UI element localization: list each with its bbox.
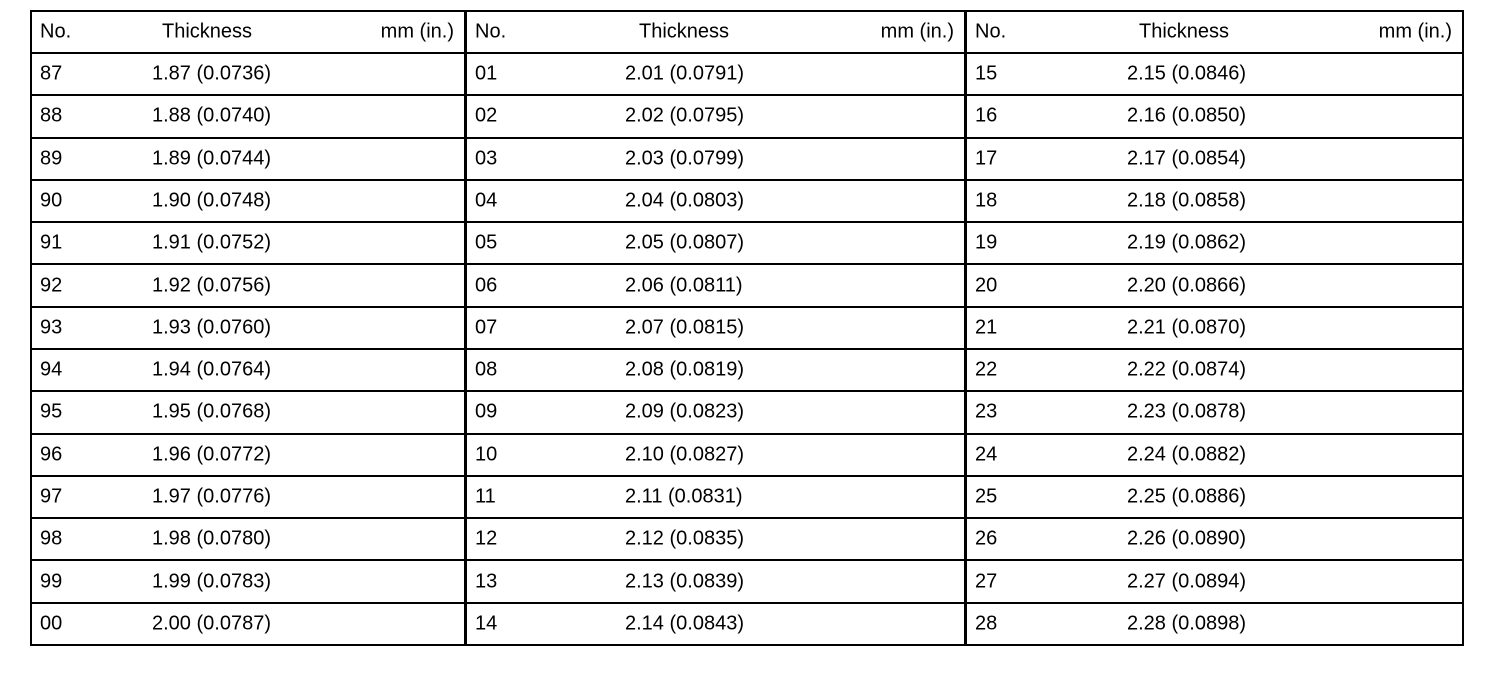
table-row [467,54,964,96]
table-row [32,435,464,477]
table-row [967,519,1462,561]
table-row [32,181,464,223]
shim-number: 02 [475,104,498,127]
shim-number: 03 [475,147,498,170]
shim-number: 06 [475,274,498,297]
table-row [967,139,1462,181]
table-row [967,435,1462,477]
shim-number: 95 [40,400,63,423]
table-row [467,139,964,181]
table-row [467,435,964,477]
shim-number: 10 [475,443,498,466]
shim-number: 16 [975,104,998,127]
header-unit: mm (in.) [1378,20,1452,43]
table-header [32,12,464,54]
thickness-value: 2.16 (0.0850) [1127,104,1246,127]
shim-number: 92 [40,274,63,297]
shim-number: 89 [40,147,63,170]
thickness-value: 2.03 (0.0799) [625,147,744,170]
header-no: No. [475,20,507,43]
shim-number: 22 [975,358,998,381]
table-row [967,350,1462,392]
shim-number: 87 [40,62,63,85]
thickness-value: 2.18 (0.0858) [1127,189,1246,212]
header-no: No. [975,20,1007,43]
thickness-value: 2.17 (0.0854) [1127,147,1246,170]
table-row [967,604,1462,644]
shim-number: 28 [975,612,998,635]
thickness-value: 2.01 (0.0791) [625,62,744,85]
table-header [967,12,1462,54]
table-row [967,477,1462,519]
shim-number: 94 [40,358,63,381]
table-row [467,604,964,644]
thickness-value: 2.02 (0.0795) [625,104,744,127]
table-panel-1 [32,12,464,644]
table-row [32,392,464,434]
thickness-value: 1.95 (0.0768) [152,400,271,423]
shim-number: 26 [975,527,998,550]
shim-number: 97 [40,485,63,508]
thickness-value: 2.04 (0.0803) [625,189,744,212]
table-panel-3 [964,12,1462,644]
thickness-value: 1.98 (0.0780) [152,527,271,550]
thickness-value: 2.08 (0.0819) [625,358,744,381]
table-row [32,477,464,519]
thickness-value: 2.20 (0.0866) [1127,274,1246,297]
table-panel-2 [464,12,964,644]
shim-number: 05 [475,231,498,254]
header-thickness: Thickness [1139,20,1230,43]
shim-number: 01 [475,62,498,85]
shim-number: 07 [475,316,498,339]
table-row [32,561,464,603]
shim-number: 91 [40,231,63,254]
shim-number: 12 [475,527,498,550]
shim-number: 04 [475,189,498,212]
thickness-value: 2.19 (0.0862) [1127,231,1246,254]
header-thickness: Thickness [162,20,253,43]
table-row [32,519,464,561]
thickness-value: 2.12 (0.0835) [625,527,744,550]
table-row [32,54,464,96]
table-row [467,308,964,350]
thickness-value: 2.00 (0.0787) [152,612,271,635]
table-row [467,350,964,392]
table-row [32,350,464,392]
header-unit: mm (in.) [380,20,454,43]
table-row [32,604,464,644]
thickness-value: 1.97 (0.0776) [152,485,271,508]
thickness-value: 1.91 (0.0752) [152,231,271,254]
thickness-value: 2.10 (0.0827) [625,443,744,466]
table-row [467,561,964,603]
shim-number: 24 [975,443,998,466]
thickness-value: 1.89 (0.0744) [152,147,271,170]
table-row [967,223,1462,265]
thickness-value: 2.25 (0.0886) [1127,485,1246,508]
table-row [32,96,464,138]
thickness-value: 2.14 (0.0843) [625,612,744,635]
table-row [32,139,464,181]
shim-number: 09 [475,400,498,423]
table-row [467,519,964,561]
thickness-value: 2.21 (0.0870) [1127,316,1246,339]
table-row [967,54,1462,96]
shim-number: 90 [40,189,63,212]
shim-number: 15 [975,62,998,85]
thickness-value: 1.93 (0.0760) [152,316,271,339]
thickness-value: 2.06 (0.0811) [625,274,743,297]
shim-number: 99 [40,570,63,593]
table-header [467,12,964,54]
thickness-value: 1.99 (0.0783) [152,570,271,593]
table-row [32,265,464,307]
header-thickness: Thickness [639,20,730,43]
table-row [967,561,1462,603]
thickness-table [30,10,1464,646]
shim-number: 23 [975,400,998,423]
shim-number: 08 [475,358,498,381]
thickness-value: 2.26 (0.0890) [1127,527,1246,550]
thickness-value: 2.15 (0.0846) [1127,62,1246,85]
table-row [967,96,1462,138]
table-row [967,308,1462,350]
thickness-value: 2.05 (0.0807) [625,231,744,254]
shim-number: 19 [975,231,998,254]
shim-number: 88 [40,104,63,127]
table-row [467,223,964,265]
table-row [967,392,1462,434]
shim-number: 96 [40,443,63,466]
shim-number: 11 [475,485,496,508]
shim-number: 00 [40,612,63,635]
shim-number: 21 [975,316,998,339]
thickness-value: 2.07 (0.0815) [625,316,744,339]
thickness-value: 1.94 (0.0764) [152,358,271,381]
shim-number: 17 [975,147,998,170]
shim-number: 25 [975,485,998,508]
thickness-value: 1.92 (0.0756) [152,274,271,297]
table-row [967,265,1462,307]
thickness-value: 2.23 (0.0878) [1127,400,1246,423]
table-row [467,265,964,307]
thickness-value: 2.09 (0.0823) [625,400,744,423]
thickness-value: 1.90 (0.0748) [152,189,271,212]
shim-number: 13 [475,570,498,593]
thickness-value: 2.22 (0.0874) [1127,358,1246,381]
thickness-value: 2.27 (0.0894) [1127,570,1246,593]
shim-number: 18 [975,189,998,212]
table-row [467,477,964,519]
thickness-value: 2.11 (0.0831) [625,485,743,508]
shim-number: 98 [40,527,63,550]
thickness-value: 1.96 (0.0772) [152,443,271,466]
shim-number: 14 [475,612,498,635]
shim-number: 93 [40,316,63,339]
table-row [467,96,964,138]
table-row [467,181,964,223]
shim-number: 27 [975,570,998,593]
table-row [967,181,1462,223]
header-unit: mm (in.) [880,20,954,43]
thickness-value: 1.87 (0.0736) [152,62,271,85]
shim-number: 20 [975,274,998,297]
table-row [32,308,464,350]
table-row [467,392,964,434]
header-no: No. [40,20,72,43]
thickness-value: 2.13 (0.0839) [625,570,744,593]
thickness-value: 2.28 (0.0898) [1127,612,1246,635]
thickness-value: 2.24 (0.0882) [1127,443,1246,466]
table-row [32,223,464,265]
thickness-value: 1.88 (0.0740) [152,104,271,127]
